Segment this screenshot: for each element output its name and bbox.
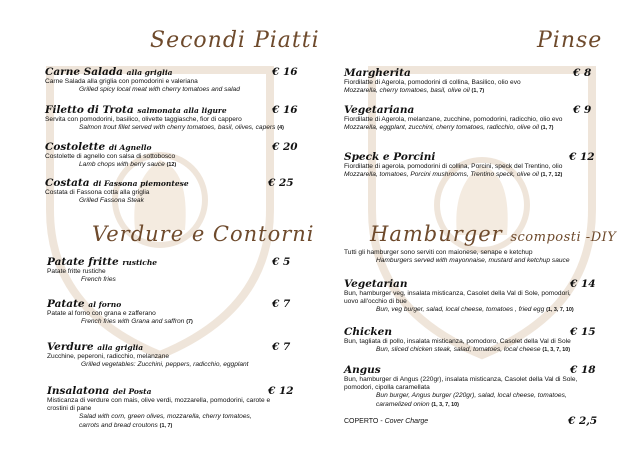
hamburger-title [370, 222, 616, 246]
item-desc-en: Grilled Fassona Steak [79, 197, 144, 205]
menu-item-carne-salada [45, 66, 240, 94]
item-price: € 8 [573, 67, 592, 79]
item-sub: salmonata alla ligure [137, 106, 227, 115]
item-name: Speck e Porcini [344, 151, 436, 163]
item-sub: al forno [88, 300, 122, 309]
menu-item-angus-burger [344, 364, 577, 409]
item-name: Costolette [45, 141, 106, 153]
hamburger-intro [344, 249, 570, 265]
allergens: (1, 7) [471, 88, 485, 95]
item-desc: Costolette di agnello con salsa di sottobosco [45, 153, 176, 160]
item-desc-en: French fries with Grana and saffron (7) [81, 318, 193, 326]
allergens: (7) [186, 319, 193, 326]
item-sub: alla griglia [97, 343, 144, 352]
allergens: (1, 7, 12) [540, 172, 563, 179]
coperto-price: € 2,5 [568, 415, 598, 427]
item-name: Patate fritte [47, 256, 119, 268]
hamburger-title-main: Hamburger [370, 222, 503, 246]
item-price: € 7 [272, 341, 291, 353]
menu-item-costolette [45, 141, 176, 169]
item-desc-line-1: Bun, hamburger di Angus (220gr), insalata misticanza, Casolet della Val di Sole, [344, 376, 578, 383]
menu-item-insalatona [47, 385, 270, 430]
item-desc-en-line-2: caramelized onion (1, 3, 7, 10) [376, 400, 459, 408]
hamburger-title-sub: scomposti -DIY [510, 230, 617, 245]
allergens: (12) [166, 162, 177, 169]
item-sub: alla griglia [126, 68, 173, 77]
item-desc-en: Lamb chops with berry sauce (12) [79, 161, 177, 169]
item-price: € 5 [272, 256, 291, 268]
item-desc: Servita con pomodorini, basilico, olivette taggiasche, fior di cappero [45, 116, 242, 123]
item-sub: del Posta [113, 387, 152, 396]
item-desc-line-2: uovo all'occhio di bue [344, 298, 407, 306]
item-name: Carne Salada [45, 66, 123, 78]
coperto-en: Cover Charge [384, 418, 429, 425]
item-desc-en-line-1: Bun burger, Angus burger (220gr), salad, local cheese, tomatoes, [376, 392, 567, 400]
item-desc: Fiordilatte di Agerola, pomodorini di collina, Basilico, olio evo [344, 79, 521, 86]
item-desc-en: Bun, veg burger, salad, local cheese, tomatoes , fried egg (1, 3, 7, 10) [376, 306, 574, 314]
item-name: Margherita [344, 67, 411, 79]
item-desc-line-1: Bun, hamburger veg, insalata misticanza, Casolet della Val di Sole, pomodori, [344, 290, 571, 297]
item-desc: Fiordilatte di agerola, pomodorini di collina, Porcini, speck del Trentino, olio [344, 163, 563, 170]
allergens: (4) [277, 125, 284, 132]
item-price: € 15 [570, 326, 596, 338]
item-price: € 7 [272, 298, 291, 310]
item-desc: Zucchine, peperoni, radicchio, melanzane [47, 353, 170, 360]
item-name: Chicken [344, 326, 392, 338]
item-price: € 12 [268, 385, 294, 397]
coperto-line: COPERTO - Cover Charge [344, 418, 429, 425]
menu-item-speck-e-porcini [344, 151, 562, 179]
item-price: € 25 [268, 177, 294, 189]
item-price: € 9 [573, 104, 592, 116]
menu-item-verdure [47, 341, 249, 369]
menu-item-chicken-burger [344, 326, 571, 354]
item-desc: Fiordilatte di Agerola, melanzane, zucchine, pomodorini, radicchio, olio evo [344, 116, 563, 123]
item-desc: Bun, tagliata di pollo, insalata misticanza, pomodoro, Casolet della Val di Sole [344, 338, 571, 345]
item-desc-en: Mozzarella, cherry tomatoes, basil, olive oil (1, 7) [344, 87, 485, 95]
hamburger-intro-it: Tutti gli hamburger sono serviti con maionese, senape e ketchup [344, 249, 533, 256]
item-desc-en: French fries [81, 276, 116, 284]
item-name: Filetto di Trota [45, 104, 134, 116]
item-name: Insalatona [47, 385, 110, 397]
item-name: Verdure [47, 341, 94, 353]
menu-item-patate-fritte [47, 256, 157, 284]
pinse-title: Pinse [537, 28, 603, 53]
coperto-label: COPERTO [344, 418, 379, 425]
menu-item-costata [45, 177, 189, 205]
item-name: Costata [45, 177, 90, 189]
menu-item-vegetariana [344, 104, 562, 132]
item-desc-en: Grilled vegetables: Zucchini, peppers, radicchio, eggplant [81, 361, 249, 369]
menu-item-vegetarian-burger [344, 278, 574, 315]
item-desc-en: Mozzarella, eggplant, zucchini, cherry tomatoes, radicchio, olive oil (1, 7) [344, 124, 554, 132]
item-price: € 14 [570, 278, 596, 290]
item-price: € 12 [569, 151, 595, 163]
secondi-piatti-title: Secondi Piatti [150, 28, 320, 53]
item-sub: di Agnello [108, 143, 152, 152]
item-desc-en-line-2: carrots and bread croutons (1, 7) [79, 421, 173, 429]
item-desc-en: Mozzarella, tomatoes, Porcini mushrooms, Trentino speck, olive oil (1, 7, 12) [344, 171, 563, 179]
item-desc: Costata di Fassona cotta alla griglia [45, 189, 150, 196]
item-desc-line-1: Misticanza di verdure con mais, olive verdi, mozzarella, pomodorini, carote e [47, 397, 271, 404]
allergens: (1, 3, 7, 10) [546, 307, 574, 314]
menu-item-margherita [344, 67, 521, 95]
item-price: € 18 [570, 364, 596, 376]
item-desc: Patate al forno con grana e zafferano [47, 310, 156, 317]
hamburger-intro-en: Hamburgers served with mayonnaise, mustard and ketchup sauce [376, 257, 570, 265]
item-name: Vegetariana [344, 104, 415, 116]
item-price: € 20 [272, 141, 298, 153]
item-name: Vegetarian [344, 278, 408, 290]
item-desc-en-line-1: Salad with corn, green olives, mozzarella, cherry tomatoes, [79, 413, 252, 421]
item-desc: Patate fritte rustiche [47, 268, 106, 275]
item-sub: rustiche [122, 258, 158, 267]
item-sub: di Fassona piemontese [93, 179, 189, 188]
item-name: Angus [344, 364, 381, 376]
item-desc-en: Salmon trout fillet served with cherry tomatoes, basil, olives, capers (4) [79, 124, 284, 132]
item-desc-line-2: pomodori, cipolla caramellata [344, 384, 430, 392]
item-desc-en: Bun, sliced chicken steak, salad, tomatoes, local cheese (1, 3, 7, 10) [376, 346, 570, 354]
item-price: € 16 [272, 104, 298, 116]
allergens: (1, 3, 7, 10) [542, 347, 570, 354]
verdure-contorni-title: Verdure e Contorni [92, 222, 315, 246]
allergens: (1, 7) [159, 422, 173, 429]
menu-item-filetto-di-trota [45, 104, 284, 132]
allergens: (1, 3, 7, 10) [431, 401, 459, 408]
allergens: (1, 7) [540, 125, 554, 132]
right-menu-page [320, 0, 640, 452]
menu-item-patate-al-forno [47, 298, 193, 326]
item-desc-line-2: crostini di pane [47, 405, 92, 413]
item-desc: Carne Salada alla griglia con pomodorini e valeriana [45, 78, 198, 85]
item-desc-en: Grilled spicy local meat with cherry tomatoes and salad [79, 86, 240, 94]
item-price: € 16 [272, 66, 298, 78]
item-name: Patate [47, 298, 85, 310]
